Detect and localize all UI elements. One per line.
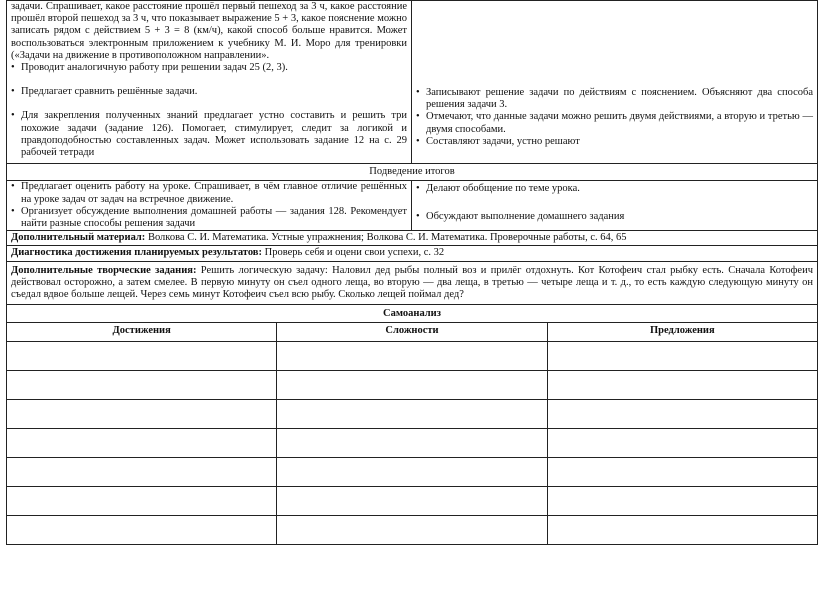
- material-row: [7, 231, 818, 246]
- list-item: • Предлагает сравнить решённые задачи.: [11, 86, 198, 98]
- list-item: • Составляют задачи, устно решают: [416, 135, 580, 147]
- list-item: • Записывают решение задачи по действиям с пояснением. Объясняют два способа решения задачи 3.: [416, 87, 813, 111]
- bullet: •: [416, 111, 420, 123]
- bullet: •: [416, 210, 420, 222]
- summary-student-cell: [412, 181, 818, 231]
- table-row: [7, 400, 818, 429]
- column-proposals: Предложения: [547, 323, 817, 342]
- lesson-plan-page: [6, 0, 818, 600]
- summary-header-row: [7, 164, 818, 181]
- list-item: • Делают обобщение по теме урока.: [416, 183, 580, 195]
- creative-row: [7, 261, 818, 305]
- teacher-activity-cell: [7, 1, 412, 164]
- diagnostics: Диагностика достижения планируемых результатов: Проверь себя и оцени свои успехи, с. 32: [7, 246, 818, 261]
- list-item: • Предлагает оценить работу на уроке. Спрашивает, в чём главное отличие решённых на уроке задач от задач на встречное движение.: [11, 181, 407, 205]
- additional-material: Дополнительный материал: Волкова С. И. Математика. Устные упражнения; Волкова С. И. Математика. Проверочные работы, с. 64, 65: [7, 231, 818, 246]
- self-analysis-title: Самоанализ: [7, 305, 818, 323]
- list-item: • Проводит аналогичную работу при решении задач 25 (2, 3).: [11, 62, 288, 74]
- bullet: •: [416, 87, 420, 98]
- column-difficulties: Сложности: [277, 323, 547, 342]
- summary-teacher-cell: [7, 181, 412, 231]
- activity-table: [6, 0, 818, 305]
- column-achievements: Достижения: [7, 323, 277, 342]
- table-row: [7, 487, 818, 516]
- summary-row: [7, 181, 818, 231]
- intro-paragraph: задачи. Спрашивает, какое расстояние прошёл первый пешеход за 3 ч, какое расстояние прошёл второй пешеход за 3 ч, что показывает выражение 5 + 3, какое пояснение можно записать рядом с действием 5 + 3 = 8 (км/ч), какой способ больше нравится. Может воспользоваться электронным приложением к учебнику М. И. Моро для тренировки («Задачи на движение в противоположном направлении».: [11, 1, 407, 61]
- bullet: •: [11, 205, 15, 217]
- bullet: •: [11, 110, 15, 122]
- bullet: •: [11, 86, 15, 98]
- table-row: [7, 458, 818, 487]
- bullet: •: [11, 181, 15, 193]
- list-item: • Обсуждают выполнение домашнего задания: [416, 210, 625, 222]
- bullet: •: [416, 183, 420, 195]
- list-item: • Организует обсуждение выполнения домашней работы — задания 128. Рекомендует найти разные способы решения задачи: [11, 205, 407, 230]
- student-activity-cell: [412, 1, 818, 164]
- creative-tasks: Дополнительные творческие задания: Решить логическую задачу: Наловил дед рыбы полный воз и прилёг отдохнуть. Кот Котофеич стал рыбку есть. Сначала Котофеич действовал осторожно, а затем смелее. В первую минуту он съел одного леща, во вторую — два леща, в третью — четыре леща и т. д., то есть каждую следующую минуту он съедал вдвое больше лещей. Через семь минут Котофеич съел всю рыбу. Сколько лещей поймал дед?: [7, 261, 818, 305]
- table-row: [7, 429, 818, 458]
- summary-title: Подведение итогов: [7, 164, 818, 181]
- table-row: [7, 516, 818, 545]
- list-item: • Для закрепления полученных знаний предлагает устно составить и решить три похожие задачи (задание 126). Помогает, стимулирует, следит за логикой и правдоподобностью составленных задач. Может использовать задание 12 на с. 29 рабочей тетради: [11, 110, 407, 159]
- bullet: •: [11, 62, 15, 74]
- bullet: •: [416, 135, 420, 147]
- list-item: • Отмечают, что данные задачи можно решить двумя действиями, а вторую и третью — двумя способами.: [416, 111, 813, 135]
- diagnostics-row: [7, 246, 818, 261]
- table-row: [7, 371, 818, 400]
- self-analysis-table: [6, 305, 818, 545]
- self-analysis-columns: [7, 323, 818, 342]
- table-row: [7, 342, 818, 371]
- continuation-row: [7, 1, 818, 164]
